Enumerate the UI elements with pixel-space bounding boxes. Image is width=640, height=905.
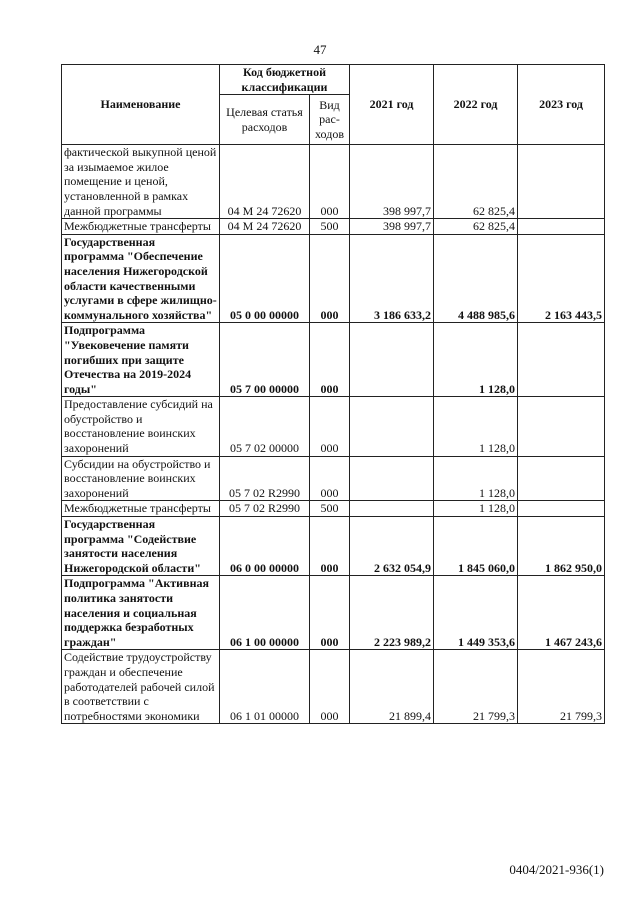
row-name: Государственная программа "Обеспечение населения Нижегородской области качественными услугами в сфере жилищно-коммунального хозяйства" <box>62 234 220 323</box>
row-name: Межбюджетные трансферты <box>62 219 220 235</box>
header-expense-kind: Вид рас-ходов <box>310 95 350 145</box>
row-expense-kind: 000 <box>310 650 350 724</box>
row-target-code: 05 7 02 R2990 <box>220 456 310 501</box>
row-expense-kind: 000 <box>310 323 350 397</box>
row-expense-kind: 000 <box>310 517 350 576</box>
row-value-2023: 2 163 443,5 <box>518 234 605 323</box>
table-row <box>62 323 605 397</box>
row-value-2023: 1 862 950,0 <box>518 517 605 576</box>
row-expense-kind: 500 <box>310 501 350 517</box>
row-value-2023: 1 467 243,6 <box>518 576 605 650</box>
row-name: Государственная программа "Содействие занятости населения Нижегородской области" <box>62 517 220 576</box>
row-expense-kind: 000 <box>310 456 350 501</box>
row-target-code: 04 М 24 72620 <box>220 219 310 235</box>
table-body <box>62 145 605 724</box>
row-target-code: 05 7 02 00000 <box>220 397 310 456</box>
row-value-2021: 398 997,7 <box>350 145 434 219</box>
row-value-2022: 1 449 353,6 <box>434 576 518 650</box>
header-code-group: Код бюджетной классификации <box>220 65 350 95</box>
row-value-2022: 62 825,4 <box>434 219 518 235</box>
table-row <box>62 576 605 650</box>
row-value-2022: 1 128,0 <box>434 397 518 456</box>
row-expense-kind: 000 <box>310 397 350 456</box>
row-value-2022: 4 488 985,6 <box>434 234 518 323</box>
row-value-2023 <box>518 456 605 501</box>
row-value-2021: 398 997,7 <box>350 219 434 235</box>
row-target-code: 05 7 00 00000 <box>220 323 310 397</box>
header-2021: 2021 год <box>350 65 434 145</box>
row-value-2021 <box>350 397 434 456</box>
table-row <box>62 517 605 576</box>
row-target-code: 05 0 00 00000 <box>220 234 310 323</box>
row-name: Предоставление субсидий на обустройство и восстановление воинских захоронений <box>62 397 220 456</box>
header-name: Наименование <box>62 65 220 145</box>
header-2023: 2023 год <box>518 65 605 145</box>
row-value-2023 <box>518 501 605 517</box>
row-value-2022: 1 128,0 <box>434 323 518 397</box>
row-value-2021: 2 632 054,9 <box>350 517 434 576</box>
row-value-2021 <box>350 323 434 397</box>
budget-table <box>61 64 605 724</box>
table-row <box>62 456 605 501</box>
row-expense-kind: 000 <box>310 145 350 219</box>
page-number: 47 <box>313 42 327 57</box>
row-name: фактической выкупной ценой за изымаемое жилое помещение и ценой, установленной в рамках данной программы <box>62 145 220 219</box>
row-expense-kind: 500 <box>310 219 350 235</box>
row-value-2021: 21 899,4 <box>350 650 434 724</box>
row-value-2022: 62 825,4 <box>434 145 518 219</box>
row-value-2021: 2 223 989,2 <box>350 576 434 650</box>
row-target-code: 04 М 24 72620 <box>220 145 310 219</box>
row-name: Содействие трудоустройству граждан и обеспечение работодателей рабочей силой в соответствии с потребностями экономики <box>62 650 220 724</box>
row-value-2022: 1 845 060,0 <box>434 517 518 576</box>
row-value-2021 <box>350 501 434 517</box>
table-row <box>62 501 605 517</box>
table-row <box>62 234 605 323</box>
row-expense-kind: 000 <box>310 234 350 323</box>
document-code: 0404/2021-936(1) <box>509 862 604 877</box>
row-name: Субсидии на обустройство и восстановление воинских захоронений <box>62 456 220 501</box>
row-value-2022: 21 799,3 <box>434 650 518 724</box>
row-target-code: 05 7 02 R2990 <box>220 501 310 517</box>
row-value-2022: 1 128,0 <box>434 456 518 501</box>
row-target-code: 06 1 00 00000 <box>220 576 310 650</box>
row-value-2023 <box>518 145 605 219</box>
row-value-2023 <box>518 219 605 235</box>
table-row <box>62 397 605 456</box>
row-target-code: 06 0 00 00000 <box>220 517 310 576</box>
row-target-code: 06 1 01 00000 <box>220 650 310 724</box>
row-value-2023: 21 799,3 <box>518 650 605 724</box>
row-name: Подпрограмма "Увековечение памяти погибших при защите Отечества на 2019-2024 годы" <box>62 323 220 397</box>
row-name: Межбюджетные трансферты <box>62 501 220 517</box>
row-value-2023 <box>518 397 605 456</box>
table-row <box>62 219 605 235</box>
row-name: Подпрограмма "Активная политика занятости населения и социальная поддержка безработных граждан" <box>62 576 220 650</box>
table-row <box>62 650 605 724</box>
row-value-2023 <box>518 323 605 397</box>
table-row <box>62 145 605 219</box>
header-2022: 2022 год <box>434 65 518 145</box>
header-target-article: Целевая статья расходов <box>220 95 310 145</box>
row-value-2021 <box>350 456 434 501</box>
row-expense-kind: 000 <box>310 576 350 650</box>
row-value-2022: 1 128,0 <box>434 501 518 517</box>
row-value-2021: 3 186 633,2 <box>350 234 434 323</box>
